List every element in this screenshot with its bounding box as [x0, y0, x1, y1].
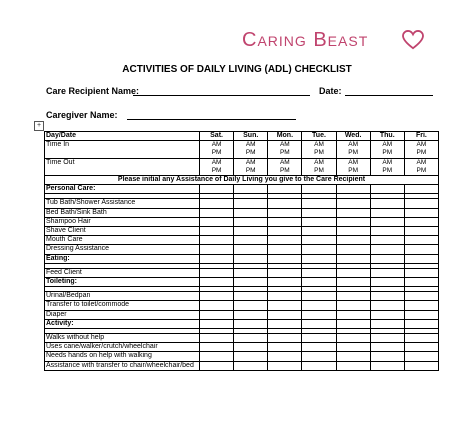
- time-in-row: [45, 141, 439, 158]
- initial-cell[interactable]: [336, 227, 370, 236]
- initial-cell[interactable]: [336, 278, 370, 287]
- initial-cell[interactable]: [234, 334, 268, 343]
- am-label: AM: [314, 158, 324, 166]
- initial-cell[interactable]: [200, 268, 234, 277]
- caregiver-field[interactable]: [127, 119, 296, 120]
- activity-label: Transfer to toilet/commode: [45, 301, 200, 310]
- activity-label: Mouth Care: [45, 236, 200, 245]
- initial-cell[interactable]: [336, 268, 370, 277]
- initial-cell[interactable]: [200, 343, 234, 352]
- initial-cell[interactable]: [268, 310, 302, 319]
- time-out-row-label: Time Out: [45, 158, 200, 175]
- initial-cell[interactable]: [268, 236, 302, 245]
- table-row: [45, 343, 439, 352]
- initial-cell[interactable]: [370, 301, 404, 310]
- pm-label: PM: [211, 149, 222, 157]
- initial-cell[interactable]: [370, 245, 404, 254]
- initial-cell[interactable]: [302, 319, 336, 328]
- initial-cell[interactable]: [200, 310, 234, 319]
- initial-cell[interactable]: [302, 227, 336, 236]
- initial-cell[interactable]: [404, 254, 438, 263]
- table-row: [45, 217, 439, 226]
- initial-cell[interactable]: [370, 185, 404, 194]
- initial-cell[interactable]: [404, 319, 438, 328]
- initial-cell[interactable]: [268, 301, 302, 310]
- initial-cell[interactable]: [234, 208, 268, 217]
- day-header: Tue.: [302, 132, 336, 141]
- activity-label: Needs hands on help with walking: [45, 352, 200, 361]
- initial-cell[interactable]: [200, 245, 234, 254]
- initial-cell[interactable]: [234, 319, 268, 328]
- pm-label: PM: [279, 166, 290, 174]
- initial-cell[interactable]: [302, 292, 336, 301]
- initial-cell[interactable]: [336, 199, 370, 208]
- initial-cell[interactable]: [404, 268, 438, 277]
- table-row: [45, 292, 439, 301]
- day-header: Mon.: [268, 132, 302, 141]
- initial-cell[interactable]: [234, 254, 268, 263]
- initial-cell[interactable]: [302, 343, 336, 352]
- table-row: [45, 245, 439, 254]
- initial-cell[interactable]: [404, 334, 438, 343]
- initial-cell[interactable]: [336, 292, 370, 301]
- care-recipient-label: Care Recipient Name:: [46, 86, 140, 96]
- initial-cell[interactable]: [302, 245, 336, 254]
- initial-cell[interactable]: [234, 236, 268, 245]
- activity-label: Dressing Assistance: [45, 245, 200, 254]
- initial-cell[interactable]: [268, 217, 302, 226]
- am-label: AM: [416, 158, 427, 166]
- initial-cell[interactable]: [234, 245, 268, 254]
- initial-cell[interactable]: [200, 236, 234, 245]
- am-pm-cell[interactable]: [200, 141, 234, 158]
- initial-cell[interactable]: [302, 334, 336, 343]
- activity-label: Shave Client: [45, 227, 200, 236]
- section-title: Toileting:: [45, 278, 200, 287]
- day-header: Thu.: [370, 132, 404, 141]
- pm-label: PM: [416, 149, 427, 157]
- initial-cell[interactable]: [370, 254, 404, 263]
- day-header: Sat.: [200, 132, 234, 141]
- initial-cell[interactable]: [336, 245, 370, 254]
- table-row: [45, 208, 439, 217]
- initial-cell[interactable]: [336, 217, 370, 226]
- activity-label: Bed Bath/Sink Bath: [45, 208, 200, 217]
- section-row: [45, 254, 439, 263]
- initial-cell[interactable]: [336, 208, 370, 217]
- initial-cell[interactable]: [234, 301, 268, 310]
- initial-cell[interactable]: [336, 334, 370, 343]
- initial-cell[interactable]: [404, 245, 438, 254]
- brand-name: Caring Beast: [242, 29, 369, 51]
- initial-cell[interactable]: [404, 361, 438, 370]
- initial-cell[interactable]: [268, 352, 302, 361]
- am-label: AM: [416, 141, 427, 149]
- initial-cell[interactable]: [200, 217, 234, 226]
- initial-cell[interactable]: [370, 268, 404, 277]
- initial-cell[interactable]: [370, 292, 404, 301]
- pm-label: PM: [245, 149, 256, 157]
- initial-cell[interactable]: [268, 361, 302, 370]
- pm-label: PM: [348, 149, 358, 157]
- initial-cell[interactable]: [200, 208, 234, 217]
- initial-cell[interactable]: [200, 334, 234, 343]
- activity-label: Urinal/Bedpan: [45, 292, 200, 301]
- initial-cell[interactable]: [370, 199, 404, 208]
- activity-label: Walks without help: [45, 334, 200, 343]
- initial-cell[interactable]: [268, 334, 302, 343]
- table-row: [45, 199, 439, 208]
- initial-cell[interactable]: [234, 268, 268, 277]
- initial-cell[interactable]: [200, 227, 234, 236]
- time-in-row-label: Time In: [45, 141, 200, 158]
- am-label: AM: [382, 141, 393, 149]
- am-pm-cell[interactable]: [404, 141, 438, 158]
- initial-cell[interactable]: [268, 292, 302, 301]
- initial-cell[interactable]: [370, 319, 404, 328]
- initial-cell[interactable]: [234, 185, 268, 194]
- initial-cell[interactable]: [404, 301, 438, 310]
- table-row: [45, 268, 439, 277]
- activity-label: Diaper: [45, 310, 200, 319]
- initial-cell[interactable]: [404, 227, 438, 236]
- am-pm-cell[interactable]: [336, 141, 370, 158]
- initial-cell[interactable]: [234, 217, 268, 226]
- initial-cell[interactable]: [234, 310, 268, 319]
- initial-cell[interactable]: [302, 278, 336, 287]
- am-pm-cell[interactable]: [404, 158, 438, 175]
- caregiver-label: Caregiver Name:: [46, 110, 118, 120]
- pm-label: PM: [279, 149, 290, 157]
- am-pm-cell[interactable]: [268, 141, 302, 158]
- initial-cell[interactable]: [302, 236, 336, 245]
- table-row: [45, 361, 439, 370]
- initial-cell[interactable]: [336, 254, 370, 263]
- am-pm-cell[interactable]: [302, 158, 336, 175]
- initial-cell[interactable]: [404, 199, 438, 208]
- initial-cell[interactable]: [404, 236, 438, 245]
- initial-cell[interactable]: [200, 278, 234, 287]
- date-label: Date:: [319, 86, 342, 96]
- am-label: AM: [279, 141, 290, 149]
- initial-cell[interactable]: [268, 227, 302, 236]
- am-pm-cell[interactable]: [370, 158, 404, 175]
- am-label: AM: [348, 141, 358, 149]
- brand-logo: [242, 29, 432, 53]
- pm-label: PM: [382, 166, 393, 174]
- page-title: ACTIVITIES OF DAILY LIVING (ADL) CHECKLIST: [122, 64, 352, 75]
- initial-cell[interactable]: [268, 208, 302, 217]
- am-label: AM: [245, 141, 256, 149]
- pm-label: PM: [416, 166, 427, 174]
- initial-cell[interactable]: [370, 208, 404, 217]
- initial-cell[interactable]: [370, 227, 404, 236]
- initial-cell[interactable]: [268, 278, 302, 287]
- initial-cell[interactable]: [404, 278, 438, 287]
- initial-cell[interactable]: [302, 217, 336, 226]
- initial-cell[interactable]: [302, 199, 336, 208]
- section-row: [45, 278, 439, 287]
- initial-cell[interactable]: [404, 185, 438, 194]
- initial-cell[interactable]: [268, 343, 302, 352]
- am-label: AM: [211, 158, 222, 166]
- initial-cell[interactable]: [200, 352, 234, 361]
- initial-cell[interactable]: [370, 217, 404, 226]
- initial-cell[interactable]: [302, 352, 336, 361]
- activity-label: Tub Bath/Shower Assistance: [45, 199, 200, 208]
- initial-cell[interactable]: [200, 301, 234, 310]
- initial-cell[interactable]: [336, 319, 370, 328]
- date-field[interactable]: [345, 95, 433, 96]
- initial-cell[interactable]: [234, 361, 268, 370]
- initial-cell[interactable]: [370, 361, 404, 370]
- initial-cell[interactable]: [302, 310, 336, 319]
- pm-label: PM: [382, 149, 393, 157]
- pm-label: PM: [314, 149, 324, 157]
- initial-cell[interactable]: [302, 301, 336, 310]
- am-pm-cell[interactable]: [370, 141, 404, 158]
- am-pm-cell[interactable]: [268, 158, 302, 175]
- initial-cell[interactable]: [268, 319, 302, 328]
- am-label: AM: [245, 158, 256, 166]
- activity-label: Assistance with transfer to chair/wheelchair/bed: [45, 361, 200, 370]
- am-pm-cell[interactable]: [302, 141, 336, 158]
- pm-label: PM: [245, 166, 256, 174]
- am-label: AM: [382, 158, 393, 166]
- section-row: [45, 319, 439, 328]
- section-title: Personal Care:: [45, 185, 200, 194]
- initial-cell[interactable]: [336, 236, 370, 245]
- table-move-handle-icon[interactable]: +: [34, 121, 44, 131]
- time-out-row: [45, 158, 439, 175]
- initial-cell[interactable]: [200, 292, 234, 301]
- initial-cell[interactable]: [234, 352, 268, 361]
- initial-cell[interactable]: [336, 343, 370, 352]
- section-title: Eating:: [45, 254, 200, 263]
- initial-cell[interactable]: [404, 208, 438, 217]
- initial-cell[interactable]: [370, 334, 404, 343]
- pm-label: PM: [211, 166, 222, 174]
- initial-cell[interactable]: [234, 278, 268, 287]
- initial-cell[interactable]: [234, 199, 268, 208]
- initial-cell[interactable]: [336, 310, 370, 319]
- heart-icon: [402, 30, 424, 50]
- table-row: [45, 227, 439, 236]
- am-pm-cell[interactable]: [234, 158, 268, 175]
- initial-cell[interactable]: [336, 352, 370, 361]
- section-title: Activity:: [45, 319, 200, 328]
- initial-cell[interactable]: [404, 343, 438, 352]
- initial-cell[interactable]: [200, 199, 234, 208]
- initial-cell[interactable]: [302, 208, 336, 217]
- table-row: [45, 310, 439, 319]
- am-pm-cell[interactable]: [336, 158, 370, 175]
- initial-cell[interactable]: [404, 310, 438, 319]
- initial-cell[interactable]: [404, 217, 438, 226]
- instructions-row: [45, 176, 439, 185]
- table-header-row: [45, 132, 439, 141]
- initial-cell[interactable]: [234, 227, 268, 236]
- pm-label: PM: [314, 166, 324, 174]
- initial-cell[interactable]: [370, 278, 404, 287]
- day-header: Sun.: [234, 132, 268, 141]
- initial-cell[interactable]: [370, 343, 404, 352]
- initial-cell[interactable]: [336, 301, 370, 310]
- day-header: Wed.: [336, 132, 370, 141]
- initial-cell[interactable]: [268, 245, 302, 254]
- initial-cell[interactable]: [268, 254, 302, 263]
- section-row: [45, 185, 439, 194]
- am-label: AM: [279, 158, 290, 166]
- initial-cell[interactable]: [302, 185, 336, 194]
- table-row: [45, 301, 439, 310]
- day-header: Fri.: [404, 132, 438, 141]
- activity-label: Feed Client: [45, 268, 200, 277]
- activity-label: Uses cane/walker/crutch/wheelchair: [45, 343, 200, 352]
- initial-cell[interactable]: [336, 185, 370, 194]
- initial-cell[interactable]: [234, 292, 268, 301]
- care-recipient-field[interactable]: [133, 95, 310, 96]
- table-row: [45, 352, 439, 361]
- initial-cell[interactable]: [268, 199, 302, 208]
- table-row: [45, 236, 439, 245]
- activity-label: Shampoo Hair: [45, 217, 200, 226]
- pm-label: PM: [348, 166, 358, 174]
- initial-cell[interactable]: [234, 343, 268, 352]
- day-date-header: Day/Date: [45, 132, 200, 141]
- initial-cell[interactable]: [370, 352, 404, 361]
- initial-cell[interactable]: [200, 254, 234, 263]
- initial-cell[interactable]: [302, 268, 336, 277]
- initial-cell[interactable]: [302, 361, 336, 370]
- am-label: AM: [314, 141, 324, 149]
- initial-cell[interactable]: [200, 185, 234, 194]
- initial-cell[interactable]: [268, 268, 302, 277]
- am-pm-cell[interactable]: [234, 141, 268, 158]
- am-label: AM: [211, 141, 222, 149]
- initial-cell[interactable]: [268, 185, 302, 194]
- initial-cell[interactable]: [404, 292, 438, 301]
- instructions-banner: Please initial any Assistance of Daily Living you give to the Care Recipient: [45, 176, 439, 185]
- adl-checklist-table: [44, 131, 439, 371]
- initial-cell[interactable]: [200, 319, 234, 328]
- initial-cell[interactable]: [336, 361, 370, 370]
- am-pm-cell[interactable]: [200, 158, 234, 175]
- initial-cell[interactable]: [370, 310, 404, 319]
- table-row: [45, 334, 439, 343]
- initial-cell[interactable]: [370, 236, 404, 245]
- initial-cell[interactable]: [302, 254, 336, 263]
- initial-cell[interactable]: [200, 361, 234, 370]
- am-label: AM: [348, 158, 358, 166]
- initial-cell[interactable]: [404, 352, 438, 361]
